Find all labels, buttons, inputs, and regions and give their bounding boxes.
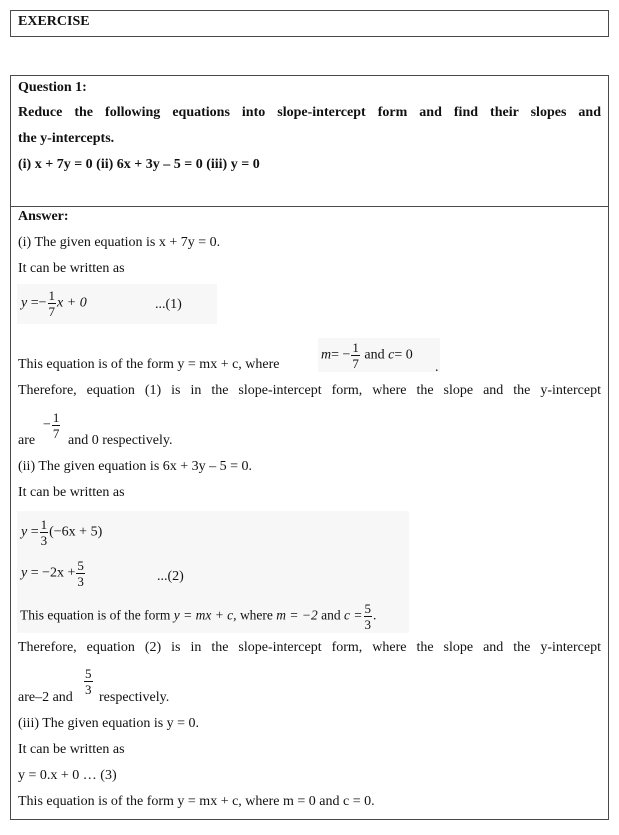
- p2-form-m: m = −2: [276, 607, 318, 623]
- equation-1-tag: ...(1): [155, 297, 182, 312]
- part2-intercept-fraction: [83, 666, 94, 697]
- p1-form-fraction: [351, 340, 360, 371]
- p2-form-eq: y = mx + c,: [173, 607, 237, 623]
- eq2a-den: 3: [40, 533, 48, 548]
- p2-form-fraction: [364, 601, 373, 632]
- eq2a-rest: (−6x + 5): [49, 524, 103, 540]
- eq1-equals: =: [30, 295, 39, 311]
- p2-form-dot: .: [373, 607, 377, 623]
- p1-c-val: = 0: [394, 347, 413, 363]
- p2-form-text: This equation is of the form: [20, 607, 171, 623]
- answer-part1-given: (i) The given equation is x + 7y = 0.: [18, 235, 221, 250]
- p1-form-and: and: [364, 347, 385, 363]
- answer-part2-given: (ii) The given equation is 6x + 3y – 5 = 0.: [18, 459, 253, 474]
- p1-c: c: [388, 347, 395, 363]
- part1-form-math-block: [318, 338, 440, 372]
- eq2a-num: 1: [40, 517, 48, 532]
- eq1-rest: x + 0: [57, 295, 87, 311]
- p1-form-num: 1: [352, 340, 359, 355]
- part1-slope-fraction: [43, 410, 61, 441]
- section-divider: [11, 206, 608, 207]
- eq1-num: 1: [48, 288, 56, 303]
- eq2b-eq: = −2x +: [30, 565, 76, 581]
- eq2b-num: 5: [77, 558, 84, 573]
- eq1-fraction: [48, 288, 57, 319]
- p2-form-and: and: [321, 607, 341, 623]
- eq1-lhs: y: [21, 295, 28, 311]
- equation-2-block: [17, 511, 409, 633]
- answer-part2-are: are–2 and: [18, 690, 73, 705]
- p1-slope-num: 1: [52, 410, 60, 425]
- answer-label: Answer:: [18, 209, 69, 224]
- exercise-title: EXERCISE: [18, 14, 90, 29]
- answer-part3-equation: y = 0.x + 0 … (3): [18, 768, 117, 783]
- question-answer-box: [10, 75, 609, 820]
- p2-intercept-frac: [84, 666, 93, 697]
- eq1-den: 7: [48, 304, 56, 319]
- eq2a-equals: =: [30, 524, 39, 540]
- answer-part3-given: (iii) The given equation is y = 0.: [18, 716, 200, 731]
- answer-part3-form: This equation is of the form y = mx + c, where m = 0 and c = 0.: [18, 794, 375, 809]
- eq2b-lhs: y: [21, 565, 28, 581]
- part2-form-line: [20, 601, 376, 632]
- p1-m-eq: = −: [331, 347, 351, 363]
- answer-part1-written: It can be written as: [18, 261, 125, 276]
- answer-part2-therefore: Therefore, equation (2) is in the slope-intercept form, where the slope and the y-intercept: [18, 640, 601, 655]
- p2-form-num: 5: [364, 601, 372, 616]
- eq2a-lhs: y: [21, 524, 28, 540]
- answer-part1-are: are: [18, 433, 36, 448]
- p2-form-den: 3: [364, 617, 372, 632]
- p1-slope-den: 7: [52, 426, 60, 441]
- p1-m: m: [321, 347, 332, 363]
- equation-2b: [21, 558, 86, 589]
- equation-2-tag: ...(2): [157, 569, 184, 584]
- eq2a-fraction: [40, 517, 49, 548]
- p2-form-c: c =: [344, 607, 363, 623]
- question-label: Question 1:: [18, 80, 87, 95]
- question-text-line2: the y-intercepts.: [18, 131, 115, 146]
- part1-form-dot: .: [435, 360, 439, 375]
- answer-part1-respectively: and 0 respectively.: [68, 433, 173, 448]
- answer-part1-therefore: Therefore, equation (1) is in the slope-intercept form, where the slope and the y-intercept: [18, 383, 601, 398]
- question-parts: (i) x + 7y = 0 (ii) 6x + 3y – 5 = 0 (iii) y = 0: [18, 157, 260, 172]
- p2-intercept-den: 3: [85, 682, 92, 697]
- eq2b-den: 3: [77, 574, 84, 589]
- question-text-line1: Reduce the following equations into slope-intercept form and find their slopes and: [18, 105, 601, 120]
- exercise-header-box: [10, 10, 609, 37]
- answer-part1-form-text: This equation is of the form y = mx + c, where: [18, 357, 280, 372]
- equation-1-block: [17, 284, 217, 324]
- p1-slope-frac: [52, 410, 61, 441]
- answer-part2-respectively: respectively.: [99, 690, 170, 705]
- eq1-neg: −: [38, 295, 47, 311]
- equation-1: [21, 288, 87, 319]
- part1-form-math: [321, 340, 413, 371]
- p2-intercept-num: 5: [85, 666, 92, 681]
- p1-slope-neg: −: [43, 417, 51, 433]
- p1-form-den: 7: [352, 356, 359, 371]
- p2-form-where: where: [239, 607, 273, 623]
- eq2b-fraction: [76, 558, 85, 589]
- equation-2a: [21, 517, 102, 548]
- answer-part2-written: It can be written as: [18, 485, 125, 500]
- answer-part3-written: It can be written as: [18, 742, 125, 757]
